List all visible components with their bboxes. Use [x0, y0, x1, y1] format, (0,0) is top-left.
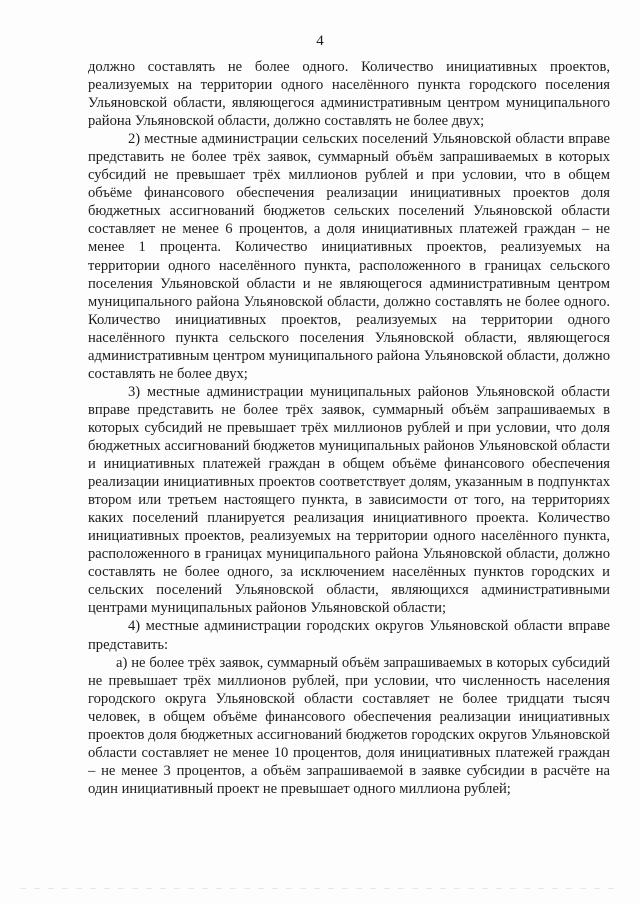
document-body — [88, 58, 610, 798]
paragraph-subitem-a: а) не более трёх заявок, суммарный объём запрашиваемых в которых субсидий не превышает трёх миллионов рублей, при условии, что численность населения городского округа Ульяновской области составляет не более тридцати тысяч человек, в общем объёме финансового обеспечения реализации инициативных проектов доля бюджетных ассигнований бюджетов городских округов Ульяновской области составляет не менее 10 процентов, доля инициативных платежей граждан – не менее 3 процентов, а объём запрашиваемой в заявке субсидии в расчёте на один инициативный проект не превышает одного миллиона рублей; — [88, 654, 610, 797]
scan-edge-artifact — [20, 888, 620, 889]
paragraph-item-2: 2) местные администрации сельских поселений Ульяновской области вправе представить не более трёх заявок, суммарный объём запрашиваемых в которых субсидий не превышает трёх миллионов рублей и при условии, что в общем объёме финансового обеспечения реализации инициативных проектов доля бюджетных ассигнований бюджетов сельских поселений Ульяновской области составляет не менее 6 процентов, а доля инициативных платежей граждан – не менее 1 процента. Количество инициативных проектов, реализуемых на территории одного населённого пункта, расположенного в границах сельского поселения Ульяновской области и не являющегося административным центром муниципального района Ульяновской области, должно составлять не более одного. Количество инициативных проектов, реализуемых на территории одного населённого пункта сельского поселения Ульяновской области, являющегося административным центром муниципального района Ульяновской области, должно составлять не более двух; — [88, 131, 610, 382]
page-number: 4 — [316, 33, 324, 49]
paragraph-item-3: 3) местные администрации муниципальных районов Ульяновской области вправе представить не более трёх заявок, суммарный объём запрашиваемых в которых субсидий не превышает трёх миллионов рублей и при условии, что доля бюджетных ассигнований бюджетов муниципальных районов Ульяновской области и инициативных платежей граждан в общем объёме финансового обеспечения реализации инициативных проектов соответствует долям, указанным в подпунктах втором или третьем настоящего пункта, в зависимости от того, на территориях каких поселений планируется реализация инициативного проекта. Количество инициативных проектов, реализуемых на территории одного населённого пункта, расположенного в границах муниципального района Ульяновской области, должно составлять не более одного, за исключением населённых пунктов городских и сельских поселений Ульяновской области, являющихся административными центрами муниципальных районов Ульяновской области; — [88, 383, 610, 617]
paragraph-continuation: должно составлять не более одного. Количество инициативных проектов, реализуемых на территории одного населённого пункта городского поселения Ульяновской области, являющегося административным центром муниципального района Ульяновской области, должно составлять не более двух; — [88, 59, 610, 130]
paragraph-item-4: 4) местные администрации городских округов Ульяновской области вправе представить: — [88, 618, 610, 653]
